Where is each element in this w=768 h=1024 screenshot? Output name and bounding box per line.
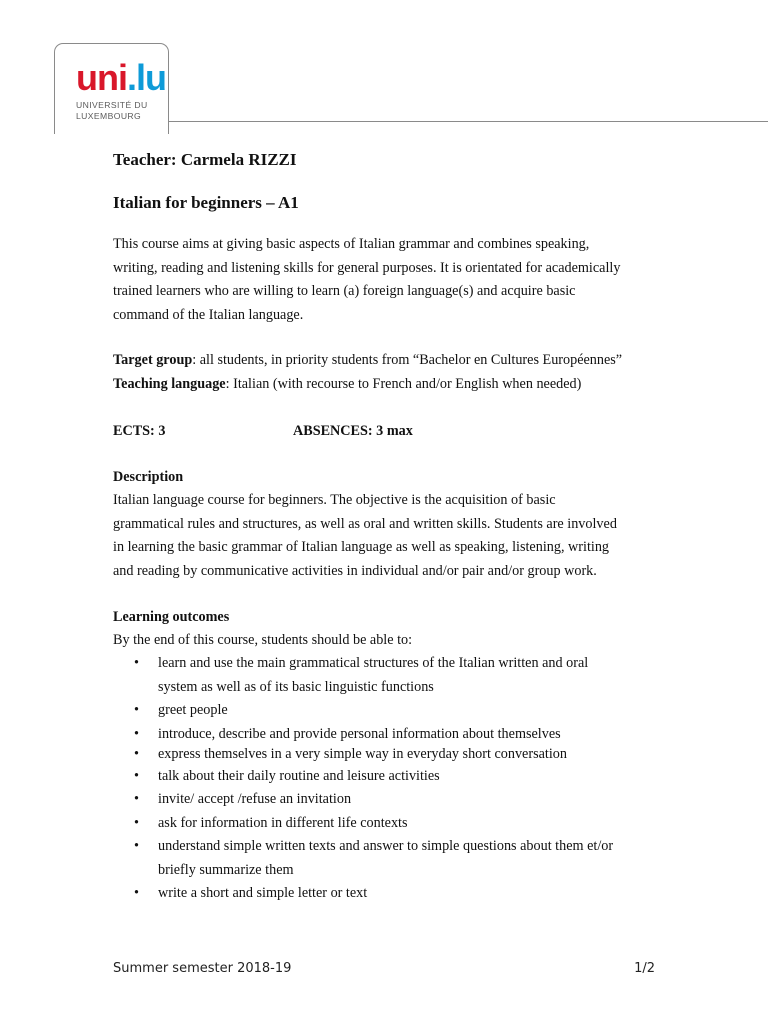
bullet-icon: • — [134, 725, 139, 742]
list-item: • express themselves in a very simple way in everyday short conversation — [134, 745, 567, 762]
teaching-language-text: : Italian (with recourse to French and/or English when needed) — [225, 376, 582, 392]
list-item-continuation: briefly summarize them — [158, 861, 294, 878]
list-item: • understand simple written texts and answer to simple questions about them et/or — [113, 835, 673, 859]
intro-line: command of the Italian language. — [113, 306, 304, 323]
target-group-label: Target group — [113, 352, 193, 368]
list-item: • write a short and simple letter or text — [113, 882, 673, 906]
description-heading: Description — [113, 469, 184, 485]
learning-outcomes-intro: By the end of this course, students should be able to: — [113, 632, 413, 648]
list-item: • invite/ accept /refuse an invitation — [113, 788, 673, 812]
bullet-icon: • — [134, 655, 139, 671]
uni-lu-logo — [76, 57, 166, 98]
header-divider — [168, 121, 768, 122]
bullet-icon: • — [134, 814, 139, 831]
description-line: grammatical rules and structures, as well as oral and written skills. Students are involved — [113, 515, 617, 532]
teaching-language-label: Teaching language — [113, 376, 226, 392]
list-item: • introduce, describe and provide personal information about themselves — [134, 725, 561, 742]
description-line: in learning the basic grammar of Italian language as well as speaking, listening, writing — [113, 539, 610, 555]
description-line: Italian language course for beginners. The objective is the acquisition of basic — [113, 492, 556, 508]
bullet-icon: • — [134, 767, 139, 784]
intro-line: This course aims at giving basic aspects of Italian grammar and combines speaking, — [113, 236, 590, 252]
logo-line-2: LUXEMBOURG — [76, 111, 142, 121]
bullet-icon: • — [134, 745, 139, 762]
svg-text:uni.lu: uni.lu — [76, 57, 166, 98]
list-item: • talk about their daily routine and leisure activities — [113, 765, 673, 789]
ects: ECTS: 3 — [113, 423, 166, 439]
learning-outcomes-heading: Learning outcomes — [113, 609, 230, 625]
list-item: • greet people — [113, 699, 673, 723]
description-line: and reading by communicative activities in individual and/or pair and/or group work. — [113, 562, 597, 579]
intro-line: trained learners who are willing to learn (a) foreign language(s) and acquire basic — [113, 283, 576, 299]
footer-semester: Summer semester 2018-19 — [113, 961, 292, 976]
bullet-icon: • — [134, 885, 139, 901]
list-item: • ask for information in different life contexts — [113, 812, 673, 836]
bullet-icon: • — [134, 702, 139, 718]
list-item-continuation: system as well as of its basic linguistic functions — [158, 678, 434, 695]
teaching-language — [113, 373, 713, 397]
absences: ABSENCES: 3 max — [293, 423, 413, 439]
learning-outcomes-list — [113, 652, 673, 906]
description-paragraph — [113, 489, 673, 583]
intro-line: writing, reading and listening skills for general purposes. It is orientated for academically — [113, 259, 621, 276]
course-title: Italian for beginners – A1 — [113, 193, 299, 212]
target-group — [113, 349, 713, 373]
logo-line-1: UNIVERSITÉ DU — [76, 100, 148, 110]
target-group-text: : all students, in priority students from “Bachelor en Cultures Européennes” — [192, 352, 623, 368]
bullet-icon: • — [134, 838, 139, 854]
intro-paragraph — [113, 233, 673, 327]
bullet-icon: • — [134, 791, 139, 807]
teacher-line: Teacher: Carmela RIZZI — [113, 150, 297, 169]
footer-page-number: 1/2 — [634, 961, 655, 976]
list-item: • learn and use the main grammatical structures of the Italian written and oral — [113, 652, 673, 676]
